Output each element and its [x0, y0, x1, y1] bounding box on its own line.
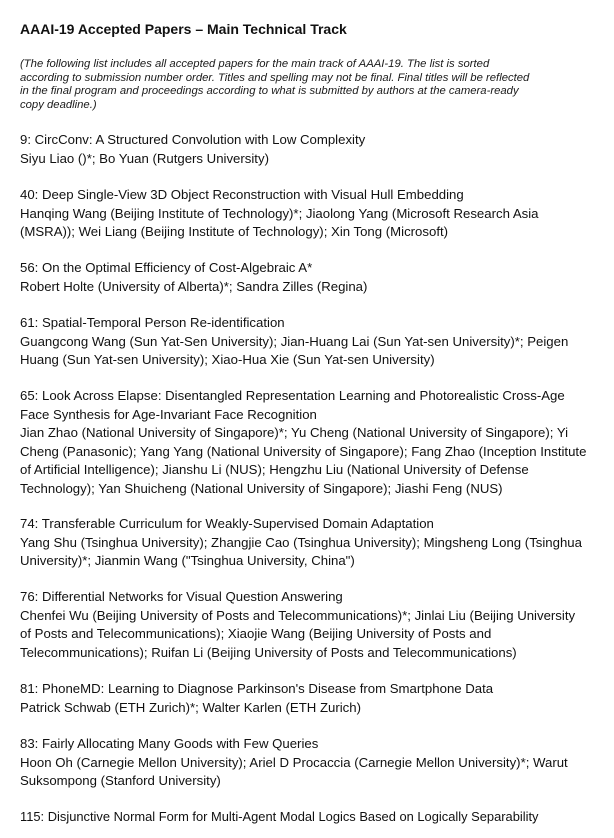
- paper-authors: of Artificial Intelligence); Jianshu Li (NUS); Hengzhu Liu (National University of Defense: [20, 462, 529, 477]
- paper-authors: Patrick Schwab (ETH Zurich)*; Walter Karlen (ETH Zurich): [20, 699, 361, 715]
- intro-line: in the final program and proceedings according to what is submitted by authors at the camera-ready: [20, 85, 519, 97]
- paper-authors: Yang Shu (Tsinghua University); Zhangjie Cao (Tsinghua University); Mingsheng Long (Tsinghua: [20, 534, 582, 550]
- paper-authors: University)*; Jianmin Wang ("Tsinghua University, China"): [20, 553, 355, 568]
- paper-entry-9: [20, 131, 612, 168]
- document-title: AAAI-19 Accepted Papers – Main Technical Track: [20, 21, 347, 37]
- paper-authors: of Posts and Telecommunications); Xiaojie Wang (Beijing University of Posts and: [20, 626, 492, 641]
- paper-title: 40: Deep Single-View 3D Object Reconstruction with Visual Hull Embedding: [20, 187, 464, 202]
- paper-entry-115: [20, 808, 612, 827]
- paper-entry-61: [20, 314, 612, 370]
- paper-entry-81: [20, 680, 612, 717]
- paper-title: 81: PhoneMD: Learning to Diagnose Parkinson's Disease from Smartphone Data: [20, 681, 494, 696]
- paper-title: 9: CircConv: A Structured Convolution with Low Complexity: [20, 132, 366, 147]
- paper-title: 61: Spatial-Temporal Person Re-identification: [20, 315, 285, 330]
- paper-authors: Hanqing Wang (Beijing Institute of Technology)*; Jiaolong Yang (Microsoft Research Asia: [20, 205, 539, 221]
- paper-entry-40: [20, 186, 612, 242]
- paper-authors: Robert Holte (University of Alberta)*; Sandra Zilles (Regina): [20, 278, 368, 294]
- paper-title: Face Synthesis for Age-Invariant Face Recognition: [20, 406, 317, 422]
- intro-line: (The following list includes all accepted papers for the main track of AAAI-19. The list is sorted: [20, 58, 490, 70]
- paper-authors: Telecommunications); Ruifan Li (Beijing University of Posts and Telecommunications): [20, 644, 517, 660]
- paper-authors: (MSRA)); Wei Liang (Beijing Institute of Technology); Xin Tong (Microsoft): [20, 224, 449, 239]
- paper-entry-76: [20, 588, 612, 662]
- paper-title: 83: Fairly Allocating Many Goods with Few Queries: [20, 736, 319, 751]
- intro-line: copy deadline.): [20, 98, 97, 111]
- paper-authors: Huang (Sun Yat-sen University); Xiao-Hua Xie (Sun Yat-sen University): [20, 352, 435, 367]
- paper-entry-83: [20, 735, 612, 791]
- paper-title: 74: Transferable Curriculum for Weakly-Supervised Domain Adaptation: [20, 516, 434, 531]
- paper-authors: Jian Zhao (National University of Singapore)*; Yu Cheng (National University of Singapore); Yi: [20, 425, 569, 440]
- paper-authors: Siyu Liao ()*; Bo Yuan (Rutgers University): [20, 150, 269, 166]
- paper-entry-74: [20, 515, 612, 571]
- paper-entry-65: [20, 387, 612, 498]
- intro-paragraph: [20, 58, 612, 112]
- paper-title: 65: Look Across Elapse: Disentangled Representation Learning and Photorealistic Cross-Age: [20, 388, 565, 403]
- paper-title: 76: Differential Networks for Visual Question Answering: [20, 589, 343, 604]
- paper-authors: Cheng (Panasonic); Yang Yang (National University of Singapore); Fang Zhao (Inception Institute: [20, 443, 587, 459]
- paper-authors: Hoon Oh (Carnegie Mellon University); Ariel D Procaccia (Carnegie Mellon University)*; Warut: [20, 754, 568, 770]
- intro-line: according to submission number order. Titles and spelling may not be final. Final titles will be reflected: [20, 71, 530, 84]
- paper-authors: Suksompong (Stanford University): [20, 773, 221, 788]
- paper-authors: Technology); Yan Shuicheng (National University of Singapore); Jiashi Feng (NUS): [20, 480, 503, 496]
- paper-authors: Guangcong Wang (Sun Yat-Sen University); Jian-Huang Lai (Sun Yat-sen University)*; Peigen: [20, 333, 569, 349]
- paper-title: 115: Disjunctive Normal Form for Multi-Agent Modal Logics Based on Logically Separability: [20, 809, 539, 824]
- paper-title: 56: On the Optimal Efficiency of Cost-Algebraic A*: [20, 260, 313, 275]
- paper-authors: Chenfei Wu (Beijing University of Posts and Telecommunications)*; Jinlai Liu (Beijing University: [20, 607, 576, 623]
- paper-entry-56: [20, 259, 612, 296]
